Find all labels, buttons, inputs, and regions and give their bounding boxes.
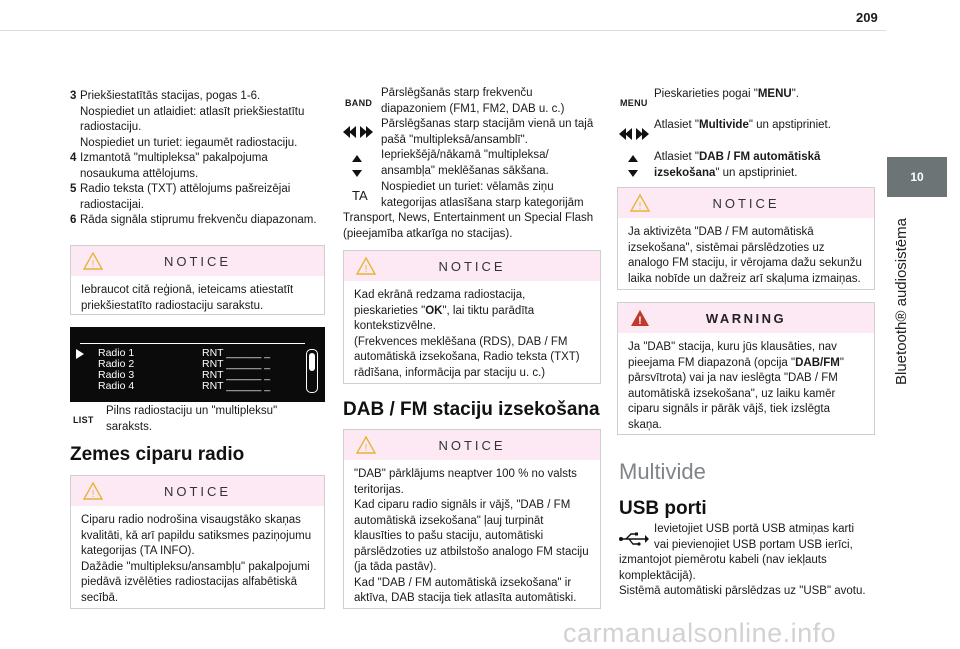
text-line: aktīva, DAB stacija tiek atlasīta automātiski.: [354, 592, 577, 604]
station-name: Radio 4: [98, 380, 135, 392]
text-line: Pārslēgšanas starp stacijām vienā un tajā: [381, 118, 594, 130]
usb-icon: [619, 532, 649, 546]
up-down-arrows-icon: [352, 155, 362, 177]
notice-warning-icon: [356, 257, 376, 275]
station-list: [98, 348, 278, 392]
warning-header: [618, 303, 874, 333]
notice-warning-icon: [83, 252, 103, 270]
radio-screen: [70, 327, 325, 402]
notice-box: [70, 475, 325, 609]
text-line: izsekošana" un apstipriniet.: [654, 166, 798, 179]
list-item-number: 3: [70, 90, 77, 102]
menu-description: [654, 87, 879, 103]
text-line: Ja aktivizēta "DAB / FM automātiskā: [628, 226, 814, 238]
text-line: Nospiediet un turiet: vēlamās ziņu: [381, 181, 554, 193]
play-triangle-icon: [76, 349, 84, 359]
text-line: automātiskā izsekošana" ļauj turpināt: [354, 514, 544, 527]
svg-text:!: !: [638, 201, 642, 212]
text-line: (Frekvences meklēšana (RDS), DAB / FM: [354, 335, 568, 348]
seek-arrows-icon: [619, 128, 649, 140]
text-line: "DAB" pārklājums neaptver 100 % no valsts: [354, 468, 577, 480]
text-line: pārsvītrota) vai ja nav ieslēgta "DAB / FM: [628, 372, 838, 384]
text-line: Kad "DAB / FM automātiskā izsekošana" ir: [354, 576, 572, 589]
list-button-description: [106, 404, 326, 435]
notice-header: [71, 246, 324, 276]
text-line: automātiskā izsekošana", uz laiku kamēr: [628, 387, 836, 400]
station-info: RNT ______ _: [202, 358, 271, 370]
station-name: Radio 1: [98, 347, 135, 359]
notice-warning-icon: [356, 436, 376, 454]
text-line: kategorijas atlasīšana starp kategorijām: [381, 196, 584, 209]
text-line: Kad ekrānā redzama radiostacija,: [354, 289, 526, 301]
section-heading: DAB / FM staciju izsekošana: [343, 399, 600, 420]
text-line: secībā.: [81, 591, 119, 604]
text-line: Pieskarieties pogai "MENU".: [654, 88, 799, 100]
text-line: Sistēmā automātiski pārslēdzas uz "USB" avotu.: [619, 585, 866, 597]
list-item-line: radiostacijai.: [80, 198, 144, 211]
notice-header: [618, 188, 874, 218]
text-line: rādīšana, informācija par staciju u. c.): [354, 366, 546, 379]
notice-box: [617, 187, 875, 290]
text-line: kategorijas (TA INFO).: [81, 545, 195, 557]
text-line: automātiskā izsekošana, Radio teksta (TXT): [354, 351, 580, 363]
station-info: RNT ______ _: [202, 380, 271, 392]
up-down-arrows-icon: [628, 155, 638, 177]
notice-label: NOTICE: [438, 258, 506, 274]
section-heading: Zemes ciparu radio: [70, 444, 245, 465]
list-item-line: Nospiediet un turiet: iegaumēt radiostaciju.: [80, 136, 298, 149]
list-item-number: 4: [70, 152, 77, 164]
notice-body: [344, 281, 600, 389]
list-item-line: 5 Radio teksta (TXT) attēlojums pašreizējai: [70, 182, 335, 198]
ta-icon: TA: [352, 188, 368, 203]
text-line: saraksts.: [106, 420, 153, 433]
usb-description: [654, 522, 879, 553]
text-line: Atlasiet "DAB / FM automātiskā: [654, 151, 821, 163]
page-number: 209: [856, 10, 878, 25]
text-line: Ievietojiet USB portā USB atmiņas karti: [654, 523, 855, 535]
multivide-description: [654, 118, 879, 134]
notice-body: [344, 460, 600, 615]
list-item-line: 6 Rāda signāla stiprumu frekvenču diapazonam.: [70, 213, 335, 229]
text-line: ciparu signāls ir pārāk vājš, tiek izslēgta: [628, 403, 830, 415]
notice-box: [70, 245, 325, 315]
warning-triangle-icon: [630, 309, 650, 327]
text-line: Ciparu radio nodrošina visaugstāko skaņas: [81, 514, 301, 526]
chapter-vertical-title: Bluetooth® audiosistēma: [893, 218, 910, 385]
menu-icon: MENU: [620, 98, 648, 108]
svg-text:!: !: [91, 259, 95, 270]
text-line: komplektācijā).: [619, 569, 696, 582]
seek-arrows-icon: [343, 126, 373, 138]
notice-warning-icon: [630, 194, 650, 212]
text-line: (ja tāda pastāv).: [354, 561, 437, 573]
svg-text:!: !: [364, 443, 368, 454]
station-info: RNT ______ _: [202, 369, 271, 381]
text-line: kontekstizvēlne.: [354, 320, 436, 332]
text-line: klausīties to pašu staciju, automātiski: [354, 530, 544, 542]
svg-text:!: !: [638, 315, 642, 327]
notice-label: NOTICE: [712, 195, 780, 211]
scrollbar-thumb[interactable]: [309, 353, 315, 371]
notice-box: [343, 250, 601, 384]
list-item-line: Nospiediet un atlaidiet: atlasīt priekšiestatītu: [80, 105, 305, 118]
text-line: priekšiestatīto radiostaciju sarakstu.: [81, 299, 264, 312]
notice-box: [343, 429, 601, 609]
multivide-heading: Multivide: [619, 459, 706, 484]
text-line: laika nobīde un dažreiz arī skaļuma izmaiņas.: [628, 272, 861, 285]
text-line: Iepriekšējā/nākamā "multipleksa/: [381, 149, 549, 161]
svg-text:!: !: [91, 489, 95, 500]
list-item-number: 6: [70, 214, 77, 226]
list-item-number: 5: [70, 183, 77, 195]
text-line: Kad ciparu radio signāls ir vājš, "DAB / FM: [354, 499, 571, 511]
chapter-tab: 10: [887, 157, 947, 197]
notice-body: [71, 276, 324, 322]
notice-label: NOTICE: [163, 483, 232, 499]
updown-description: [381, 148, 606, 179]
scrollbar[interactable]: [306, 349, 318, 393]
usb-description-continued: [619, 553, 881, 600]
text-line: izsekošana", sistēmai pārslēdzoties uz: [628, 241, 825, 254]
text-line: vai pievienojiet USB portam USB ierīci,: [654, 538, 853, 551]
station-info: RNT ______ _: [202, 347, 271, 359]
station-row[interactable]: [98, 381, 278, 392]
band-icon: BAND: [345, 98, 373, 108]
list-button-icon: LIST: [73, 415, 94, 425]
text-line: pašā "multipleksā/ansamblī".: [381, 133, 528, 146]
warning-box: [617, 302, 875, 435]
warning-body: [618, 333, 874, 441]
text-line: Dažādie "multipleksu/ansambļu" pakalpojumi: [81, 560, 310, 573]
notice-body: [71, 506, 324, 614]
text-line: diapazoniem (FM1, FM2, DAB u. c.): [381, 102, 565, 115]
list-item-line: 4 Izmantotā "multipleksa" pakalpojuma: [70, 151, 335, 167]
notice-header: [344, 430, 600, 460]
station-name: Radio 2: [98, 358, 135, 370]
text-line: Ja "DAB" stacija, kuru jūs klausāties, nav: [628, 341, 837, 353]
text-line: piedāvā izvēlēties radiostacijas alfabētiskā: [81, 576, 298, 588]
svg-text:!: !: [364, 264, 368, 275]
text-line: Pilns radiostaciju un "multipleksu": [106, 405, 278, 417]
text-line: Pārslēgšanās starp frekvenču: [381, 87, 533, 99]
text-line: pārslēdzoties uz atbilstošo analogo FM staciju: [354, 545, 589, 558]
usb-heading: USB porti: [619, 498, 707, 519]
warning-label: WARNING: [705, 310, 787, 326]
numbered-list: [70, 89, 335, 229]
ta-description-continued: [343, 211, 605, 242]
text-line: izmantojot piemērotu kabeli (nav iekļauts: [619, 554, 827, 566]
notice-body: [618, 218, 874, 295]
list-item-line: radiostaciju.: [80, 121, 142, 133]
band-description: [381, 86, 606, 117]
text-line: Iebraucot citā reģionā, ieteicams atiestatīt: [81, 284, 294, 296]
text-line: skaņa.: [628, 418, 662, 431]
watermark: carmanualsonline.info: [563, 618, 837, 648]
text-line: Atlasiet "Multivide" un apstipriniet.: [654, 119, 831, 131]
notice-header: [344, 251, 600, 281]
station-name: Radio 3: [98, 369, 135, 381]
text-line: kvalitāti, kā arī papildu satiksmes paziņojumu: [81, 529, 312, 542]
notice-warning-icon: [83, 482, 103, 500]
text-line: analogo FM staciju, ir vērojama dažu sekunžu: [628, 257, 862, 269]
text-line: pieejama FM diapazonā (opcija "DAB/FM": [628, 356, 844, 369]
list-item-line: 3 Priekšiestatītās stacijas, pogas 1-6.: [70, 89, 335, 105]
text-line: (pieejamība atkarīga no stacijas).: [343, 227, 513, 240]
dab-description: [654, 150, 879, 181]
screen-top-line: [80, 343, 305, 344]
ta-description: [381, 180, 606, 211]
arrows-description: [381, 117, 606, 148]
text-line: pieskarieties "OK", lai tiktu parādīta: [354, 304, 535, 317]
text-line: teritorijas.: [354, 483, 404, 496]
text-line: Transport, News, Entertainment un Special Flash: [343, 212, 594, 224]
text-line: ansambļa" meklēšanas sākšana.: [381, 164, 549, 177]
header-rule: [0, 30, 886, 31]
list-item-line: nosaukuma attēlojums.: [80, 167, 199, 180]
notice-label: NOTICE: [438, 437, 506, 453]
notice-label: NOTICE: [163, 253, 232, 269]
notice-header: [71, 476, 324, 506]
